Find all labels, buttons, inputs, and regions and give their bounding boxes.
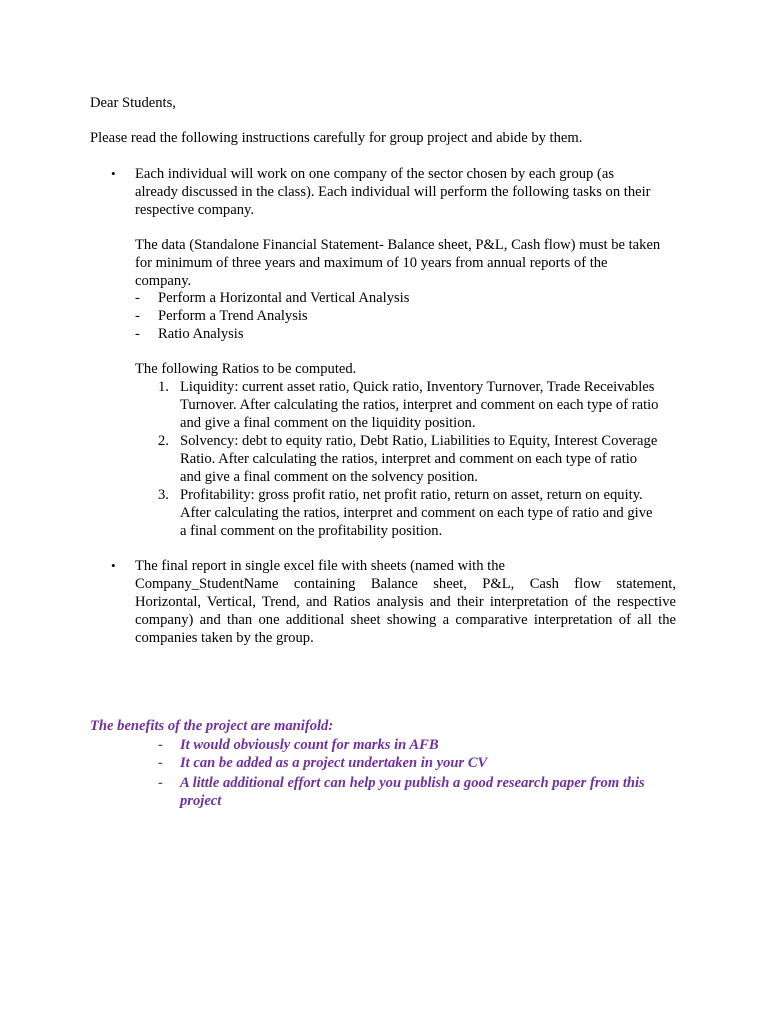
data-paragraph-line: company. [135, 273, 192, 289]
ratio-line: Profitability: gross profit ratio, net profit ratio, return on asset, return on equity. [180, 487, 643, 503]
ratio-line: Ratio. After calculating the ratios, interpret and comment on each type of ratio [180, 451, 638, 467]
ratio-line: After calculating the ratios, interpret and comment on each type of ratio and give [180, 505, 653, 521]
data-paragraph-line: The data (Standalone Financial Statement- Balance sheet, P&L, Cash flow) must be taken [135, 237, 661, 253]
bullet-2-marker: • [111, 558, 116, 573]
task-item: Ratio Analysis [158, 326, 244, 342]
bullet-1-line: Each individual will work on one company of the sector chosen by each group (as [135, 166, 615, 182]
benefits-heading: The benefits of the project are manifold: [90, 718, 334, 734]
bullet-2-line: Horizontal, Vertical, Trend, and Ratios analysis and their interpretation of the respective [135, 594, 676, 610]
task-item: Perform a Trend Analysis [158, 308, 308, 324]
task-dash: - [135, 326, 140, 342]
benefit-item-continuation: project [180, 793, 222, 809]
ratio-line: a final comment on the profitability position. [180, 523, 443, 539]
ratio-line: and give a final comment on the liquidity position. [180, 415, 476, 431]
task-dash: - [135, 308, 140, 324]
ratio-number: 1. [158, 379, 169, 395]
ratios-intro: The following Ratios to be computed. [135, 361, 357, 377]
bullet-2-line: Company_StudentName containing Balance sheet, P&L, Cash flow statement, [135, 576, 676, 592]
bullet-1-line: respective company. [135, 202, 254, 218]
task-dash: - [135, 290, 140, 306]
data-paragraph-line: for minimum of three years and maximum of 10 years from annual reports of the [135, 255, 608, 271]
bullet-1-marker: • [111, 166, 116, 181]
bullet-2-line: The final report in single excel file with sheets (named with the [135, 558, 505, 574]
benefit-dash: - [158, 755, 163, 771]
ratio-line: Liquidity: current asset ratio, Quick ratio, Inventory Turnover, Trade Receivables [180, 379, 655, 395]
ratio-line: Solvency: debt to equity ratio, Debt Ratio, Liabilities to Equity, Interest Coverage [180, 433, 658, 449]
benefit-dash: - [158, 775, 163, 791]
greeting: Dear Students, [90, 95, 176, 111]
ratio-line: Turnover. After calculating the ratios, interpret and comment on each type of ratio [180, 397, 659, 413]
task-item: Perform a Horizontal and Vertical Analysis [158, 290, 410, 306]
bullet-2-line: companies taken by the group. [135, 630, 314, 646]
benefit-item: A little additional effort can help you publish a good research paper from this [180, 775, 645, 791]
benefit-item: It can be added as a project undertaken in your CV [180, 755, 488, 771]
ratio-number: 2. [158, 433, 169, 449]
benefit-item: It would obviously count for marks in AFB [180, 737, 439, 753]
bullet-2-line: company) and than one additional sheet showing a comparative interpretation of all the [135, 612, 676, 628]
bullet-1-line: already discussed in the class). Each individual will perform the following tasks on their [135, 184, 651, 200]
benefit-dash: - [158, 737, 163, 753]
intro-paragraph: Please read the following instructions carefully for group project and abide by them. [90, 130, 583, 146]
ratio-line: and give a final comment on the solvency position. [180, 469, 478, 485]
ratio-number: 3. [158, 487, 169, 503]
